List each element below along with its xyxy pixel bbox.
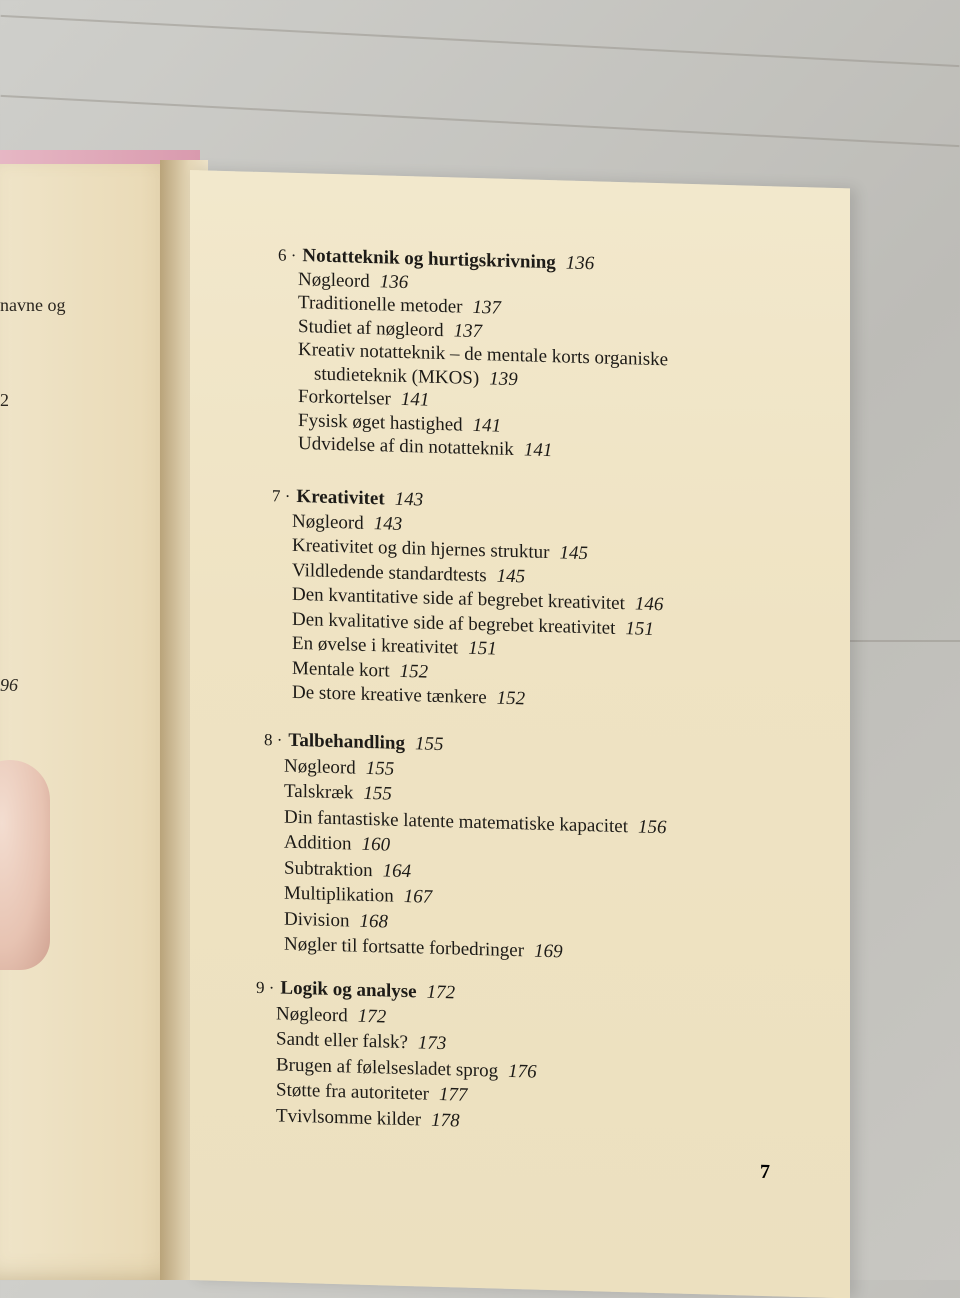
toc-entry-title: Vildledende standardtests — [292, 559, 487, 586]
chapter-title: Talbehandling — [288, 729, 405, 755]
toc-entry — [298, 386, 429, 412]
toc-entry-title: Nøgleord — [276, 1002, 348, 1026]
toc-entry — [276, 1054, 537, 1083]
toc-entry-page-number: 139 — [489, 367, 518, 390]
toc-entry-page-number: 141 — [472, 414, 502, 437]
toc-entry-title: Støtte fra autoriteter — [276, 1079, 429, 1105]
toc-entry-page-number: 152 — [399, 660, 429, 683]
toc-entry-page-number: 177 — [439, 1083, 468, 1106]
toc-entry-page-number: 160 — [361, 833, 391, 856]
toc-entry — [298, 269, 408, 294]
toc-entry — [276, 1028, 446, 1055]
toc-entry — [292, 657, 428, 683]
toc-entry-page-number: 137 — [453, 319, 483, 342]
toc-entry — [292, 682, 525, 711]
page-number: 7 — [760, 1160, 770, 1184]
toc-entry-title: Mentale kort — [292, 657, 390, 682]
toc-entry-title: Forkortelser — [298, 386, 391, 410]
toc-entry-title: Nøgler til fortsatte forbedringer — [284, 933, 525, 962]
toc-entry-page-number: 152 — [496, 687, 526, 710]
toc-entry-title: Tvivlsomme kilder — [276, 1104, 422, 1130]
toc-entry-title: Studiet af nøgleord — [298, 315, 444, 341]
floor-plank-seam — [850, 640, 960, 642]
toc-entry-title: Kreativ notatteknik – de mentale korts organiske — [298, 339, 669, 371]
chapter-heading — [256, 977, 455, 1005]
toc-entry — [292, 510, 402, 535]
toc-entry — [298, 433, 552, 462]
toc-entry-page-number: 155 — [363, 782, 392, 805]
toc-entry-page-number: 146 — [634, 593, 664, 616]
toc-entry-title: Nøgleord — [298, 268, 370, 292]
toc-entry-page-number: 164 — [382, 859, 412, 882]
toc-entry-page-number: 155 — [365, 757, 395, 780]
toc-entry-page-number: 136 — [379, 270, 409, 293]
toc-entry — [276, 1105, 460, 1132]
chapter-heading — [272, 485, 423, 511]
toc-entry-page-number: 176 — [508, 1060, 537, 1083]
toc-entry-title: Sandt eller falsk? — [276, 1028, 408, 1054]
toc-entry-page-number: 167 — [403, 885, 433, 908]
toc-entry-title: Din fantastiske latente matematiske kapacitet — [284, 806, 628, 837]
chapter-page-number: 155 — [414, 733, 444, 756]
toc-entry-title: De store kreative tænkere — [292, 681, 487, 709]
chapter-page-number: 172 — [426, 981, 456, 1004]
toc-entry-page-number: 168 — [359, 910, 388, 933]
toc-entry — [284, 755, 394, 780]
chapter-title: Notatteknik og hurtigskrivning — [302, 245, 556, 274]
chapter-number: 9 · — [256, 977, 275, 998]
floor-plank-seam — [1, 95, 960, 147]
toc-entry — [284, 934, 563, 964]
toc-entry-page-number: 178 — [431, 1109, 460, 1132]
left-page-fragment: 2 — [0, 390, 9, 410]
toc-entry-title: Nøgleord — [292, 510, 364, 534]
chapter-page-number: 136 — [565, 252, 595, 275]
toc-entry — [298, 316, 482, 343]
toc-entry-title: Multiplikation — [284, 882, 394, 907]
toc-entry — [292, 633, 497, 661]
right-page — [190, 170, 850, 1298]
chapter-page-number: 143 — [394, 488, 424, 511]
chapter-number: 8 · — [264, 730, 283, 750]
toc-entry-page-number: 143 — [373, 512, 403, 535]
chapter-title: Logik og analyse — [280, 977, 417, 1003]
toc-entry-page-number: 145 — [559, 542, 588, 565]
toc-entry-title: Udvidelse af din notatteknik — [298, 433, 514, 461]
toc-entry-title: Fysisk øget hastighed — [298, 409, 463, 436]
toc-entry-title: Den kvantitative side af begrebet kreativitet — [292, 583, 625, 615]
toc-entry-title: Addition — [284, 831, 352, 855]
toc-entry — [284, 908, 388, 933]
floor-plank-seam — [1, 15, 960, 67]
toc-entry — [284, 781, 392, 806]
toc-entry-page-number: 145 — [496, 565, 526, 587]
table-of-contents — [190, 170, 850, 1298]
toc-entry-page-number: 169 — [534, 940, 563, 963]
toc-entry-title: Nøgleord — [284, 755, 356, 779]
toc-entry-page-number: 151 — [625, 617, 654, 640]
thumb — [0, 760, 50, 970]
toc-entry-page-number: 141 — [523, 439, 553, 462]
toc-entry-page-number: 151 — [468, 637, 497, 660]
toc-entry-title: Kreativitet og din hjernes struktur — [292, 534, 550, 564]
chapter-number: 6 · — [278, 245, 297, 265]
toc-entry-page-number: 141 — [400, 388, 430, 411]
toc-entry-title: Subtraktion — [284, 857, 373, 881]
toc-entry — [284, 883, 432, 909]
toc-entry — [276, 1003, 386, 1028]
toc-entry-title: studieteknik (MKOS) — [314, 362, 480, 389]
toc-entry-title: Talskræk — [284, 780, 354, 804]
toc-entry-title: Traditionelle metoder — [298, 292, 463, 318]
toc-entry-title: Den kvalitative side af begrebet kreativitet — [292, 608, 616, 639]
toc-entry-title: Brugen af følelsesladet sprog — [276, 1053, 499, 1082]
chapter-title: Kreativitet — [296, 485, 385, 510]
toc-entry-title: En øvelse i kreativitet — [292, 632, 459, 659]
toc-entry-page-number: 137 — [472, 296, 501, 319]
toc-entry — [284, 832, 390, 857]
toc-entry-page-number: 173 — [417, 1032, 447, 1055]
left-page-fragment: 96 — [0, 675, 18, 695]
toc-entry-title: Division — [284, 908, 350, 931]
toc-entry — [284, 857, 411, 883]
toc-entry — [276, 1079, 468, 1106]
chapter-number: 7 · — [272, 486, 291, 506]
toc-entry-page-number: 172 — [357, 1005, 387, 1027]
chapter-heading — [264, 729, 443, 756]
toc-entry — [292, 559, 525, 588]
toc-entry-page-number: 156 — [637, 816, 667, 838]
left-page-fragment: navne og — [0, 295, 66, 315]
